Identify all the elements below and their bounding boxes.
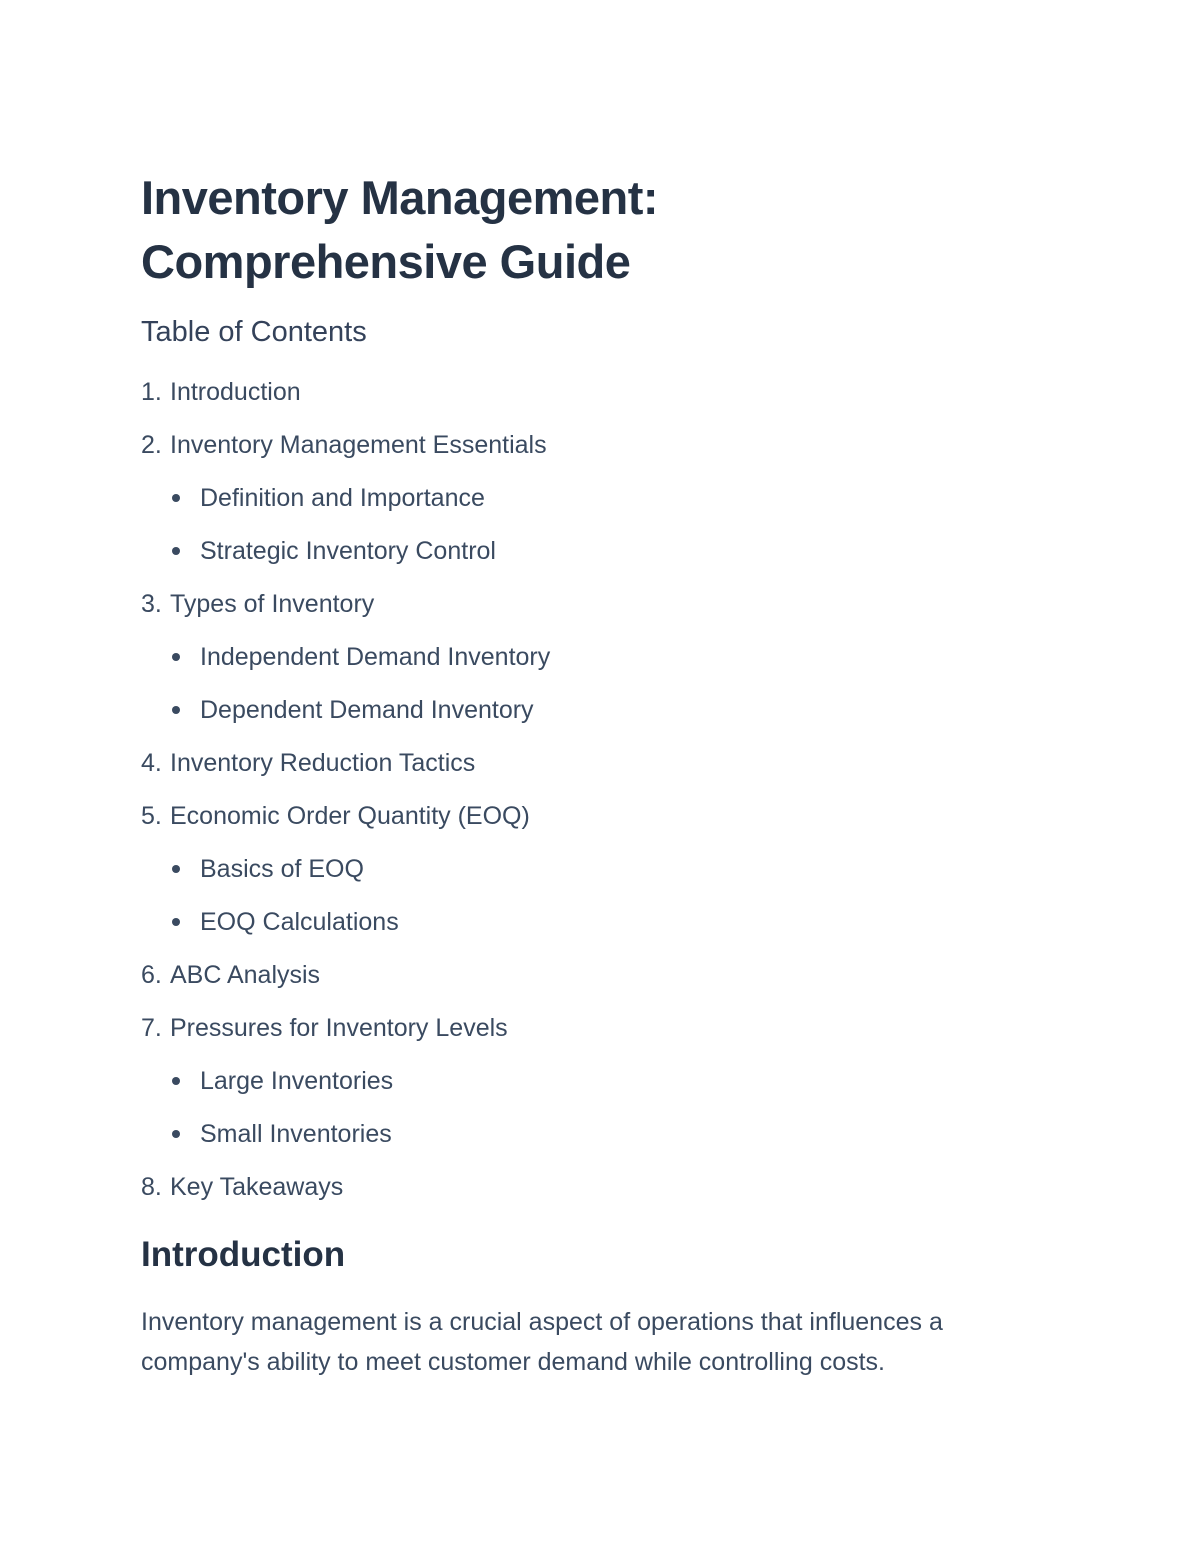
toc-subitem[interactable] (141, 1061, 550, 1114)
toc-item-number: 1. (141, 378, 162, 406)
toc-item[interactable] (141, 1167, 550, 1220)
toc-subitem-label: EOQ Calculations (200, 908, 399, 936)
bullet-icon (172, 494, 180, 502)
bullet-icon (172, 918, 180, 926)
toc-subitem-label: Independent Demand Inventory (200, 643, 551, 671)
table-of-contents (141, 372, 550, 1220)
toc-subitem[interactable] (141, 1114, 550, 1167)
toc-subitem-label: Large Inventories (200, 1067, 394, 1095)
toc-subitem[interactable] (141, 902, 550, 955)
toc-item-number: 4. (141, 749, 162, 777)
toc-subitem-label: Basics of EOQ (200, 855, 364, 883)
bullet-icon (172, 547, 180, 555)
bullet-icon (172, 865, 180, 873)
toc-item-label: Types of Inventory (170, 590, 375, 618)
toc-item[interactable] (141, 584, 550, 637)
toc-item[interactable] (141, 955, 550, 1008)
toc-subitem-label: Definition and Importance (200, 484, 485, 512)
toc-item-label: Inventory Reduction Tactics (170, 749, 476, 777)
toc-item[interactable] (141, 425, 550, 478)
toc-item-label: Key Takeaways (170, 1173, 344, 1201)
toc-item-label: Economic Order Quantity (EOQ) (170, 802, 530, 830)
toc-item[interactable] (141, 743, 550, 796)
toc-item[interactable] (141, 372, 550, 425)
toc-subitem-label: Dependent Demand Inventory (200, 696, 534, 724)
toc-subitem[interactable] (141, 531, 550, 584)
toc-item-number: 8. (141, 1173, 162, 1201)
toc-subitem[interactable] (141, 849, 550, 902)
toc-subitem[interactable] (141, 637, 550, 690)
toc-item-number: 5. (141, 802, 162, 830)
bullet-icon (172, 706, 180, 714)
introduction-paragraph: Inventory management is a crucial aspect of operations that influences a company's ability to meet customer demand while controlling costs. (141, 1308, 943, 1376)
introduction-heading: Introduction (141, 1235, 346, 1274)
toc-heading: Table of Contents (141, 316, 367, 348)
toc-item-label: Pressures for Inventory Levels (170, 1014, 508, 1042)
toc-item-label: ABC Analysis (170, 961, 321, 989)
document-title (141, 166, 658, 294)
title-line-2: Comprehensive Guide (141, 235, 631, 288)
toc-item-label: Introduction (170, 378, 301, 406)
toc-subitem[interactable] (141, 690, 550, 743)
toc-item-number: 3. (141, 590, 162, 618)
toc-item-number: 2. (141, 431, 162, 459)
bullet-icon (172, 1130, 180, 1138)
bullet-icon (172, 1077, 180, 1085)
toc-item-number: 6. (141, 961, 162, 989)
toc-subitem[interactable] (141, 478, 550, 531)
toc-item[interactable] (141, 1008, 550, 1061)
toc-subitem-label: Strategic Inventory Control (200, 537, 496, 565)
toc-item-number: 7. (141, 1014, 162, 1042)
title-line-1: Inventory Management: (141, 171, 659, 224)
bullet-icon (172, 653, 180, 661)
toc-item-label: Inventory Management Essentials (170, 431, 547, 459)
toc-item[interactable] (141, 796, 550, 849)
toc-subitem-label: Small Inventories (200, 1120, 392, 1148)
